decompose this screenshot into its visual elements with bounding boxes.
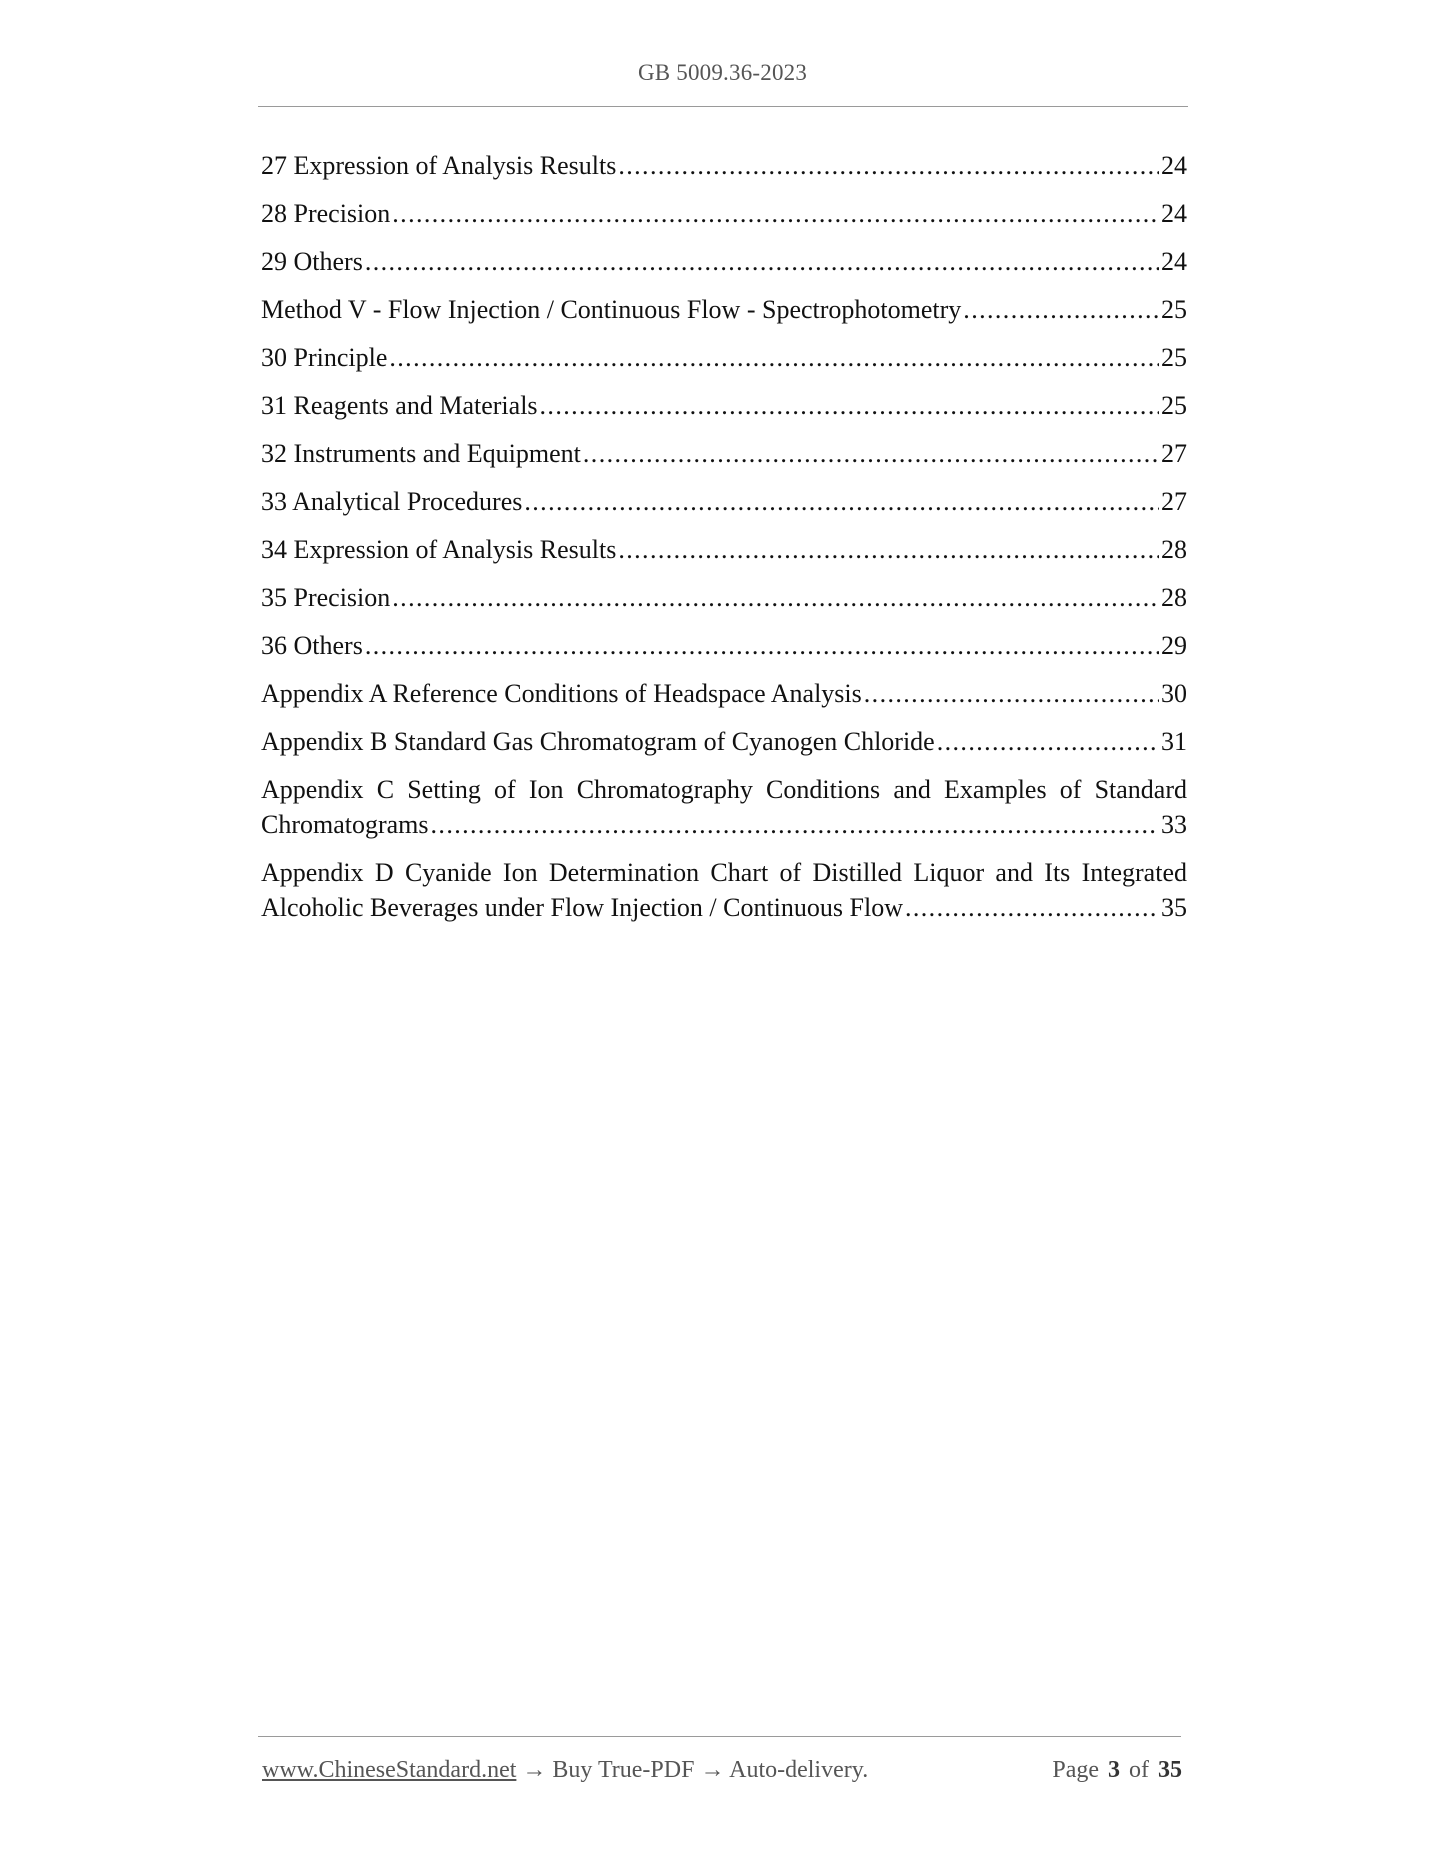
page-of-label: of: [1129, 1757, 1149, 1783]
page-total: 35: [1158, 1757, 1182, 1783]
toc-dot-leader: [583, 436, 1159, 471]
toc-dot-leader: [392, 580, 1159, 615]
header-divider: [258, 106, 1188, 107]
toc-entry-title: 33 Analytical Procedures: [261, 487, 523, 516]
footer-divider: [258, 1736, 1181, 1737]
toc-entry-page: 25: [1161, 343, 1187, 372]
footer-promo: [262, 1757, 868, 1784]
toc-entry-page: 24: [1161, 199, 1187, 228]
toc-entry-title: 34 Expression of Analysis Results: [261, 535, 617, 564]
toc-entry-page: 35: [1161, 893, 1187, 922]
toc-entry-page: 27: [1161, 487, 1187, 516]
toc-entry[interactable]: [261, 292, 1187, 327]
website-link[interactable]: www.ChineseStandard.net: [262, 1757, 517, 1783]
toc-entry-page: 30: [1161, 679, 1187, 708]
toc-dot-leader: [864, 676, 1159, 711]
toc-entry[interactable]: [261, 676, 1187, 711]
toc-entry-page: 25: [1161, 295, 1187, 324]
toc-entry[interactable]: [261, 580, 1187, 615]
toc-entry-title-line2: Alcoholic Beverages under Flow Injection / Continuous Flow: [261, 893, 903, 922]
toc-entry-page: 28: [1161, 583, 1187, 612]
toc-entry-title: 32 Instruments and Equipment: [261, 439, 581, 468]
toc-dot-leader: [389, 340, 1159, 375]
toc-entry[interactable]: [261, 436, 1187, 471]
toc-dot-leader: [365, 628, 1159, 663]
toc-entry[interactable]: [261, 724, 1187, 759]
toc-dot-leader: [392, 196, 1159, 231]
toc-entry[interactable]: [261, 855, 1187, 925]
toc-entry[interactable]: [261, 148, 1187, 183]
toc-entry-page: 27: [1161, 439, 1187, 468]
toc-entry-page: 29: [1161, 631, 1187, 660]
toc-dot-leader: [963, 292, 1159, 327]
toc-entry[interactable]: [261, 532, 1187, 567]
toc-entry-title: 28 Precision: [261, 199, 391, 228]
toc-entry-page: 33: [1161, 810, 1187, 839]
toc-dot-leader: [431, 807, 1159, 842]
toc-dot-leader: [524, 484, 1159, 519]
toc-entry-title: 31 Reagents and Materials: [261, 391, 538, 420]
page-current: 3: [1108, 1757, 1120, 1783]
table-of-contents: [261, 148, 1187, 938]
toc-entry-title-line1: Appendix C Setting of Ion Chromatography Conditions and Examples of Standard: [261, 775, 1187, 804]
toc-dot-leader: [540, 388, 1159, 423]
toc-entry-title: Method V - Flow Injection / Continuous Flow - Spectrophotometry: [261, 295, 962, 324]
toc-dot-leader: [618, 148, 1159, 183]
page-label: Page: [1052, 1757, 1099, 1783]
toc-entry-title: 27 Expression of Analysis Results: [261, 151, 617, 180]
toc-entry[interactable]: [261, 772, 1187, 842]
toc-entry-title: 36 Others: [261, 631, 363, 660]
toc-entry[interactable]: [261, 628, 1187, 663]
footer-promo-text: → Buy True-PDF → Auto-delivery.: [522, 1757, 869, 1783]
toc-entry-page: 24: [1161, 151, 1187, 180]
toc-entry-title-line2: Chromatograms: [261, 810, 429, 839]
toc-entry-page: 25: [1161, 391, 1187, 420]
toc-entry[interactable]: [261, 340, 1187, 375]
page-indicator: [1049, 1757, 1182, 1784]
toc-entry-page: 24: [1161, 247, 1187, 276]
toc-dot-leader: [365, 244, 1159, 279]
toc-entry[interactable]: [261, 484, 1187, 519]
toc-entry-title: 35 Precision: [261, 583, 391, 612]
toc-entry-page: 31: [1161, 727, 1187, 756]
toc-entry[interactable]: [261, 388, 1187, 423]
toc-entry-page: 28: [1161, 535, 1187, 564]
toc-dot-leader: [618, 532, 1159, 567]
toc-entry-title: 29 Others: [261, 247, 363, 276]
toc-dot-leader: [905, 890, 1159, 925]
page-footer: [262, 1757, 1182, 1784]
toc-dot-leader: [937, 724, 1159, 759]
toc-entry-title-line1: Appendix D Cyanide Ion Determination Chart of Distilled Liquor and Its Integrated: [261, 858, 1187, 887]
document-header-title: GB 5009.36-2023: [637, 60, 808, 85]
toc-entry-title: Appendix B Standard Gas Chromatogram of Cyanogen Chloride: [261, 727, 935, 756]
toc-entry-title: Appendix A Reference Conditions of Headspace Analysis: [261, 679, 862, 708]
toc-entry-title: 30 Principle: [261, 343, 388, 372]
toc-entry[interactable]: [261, 244, 1187, 279]
toc-entry[interactable]: [261, 196, 1187, 231]
